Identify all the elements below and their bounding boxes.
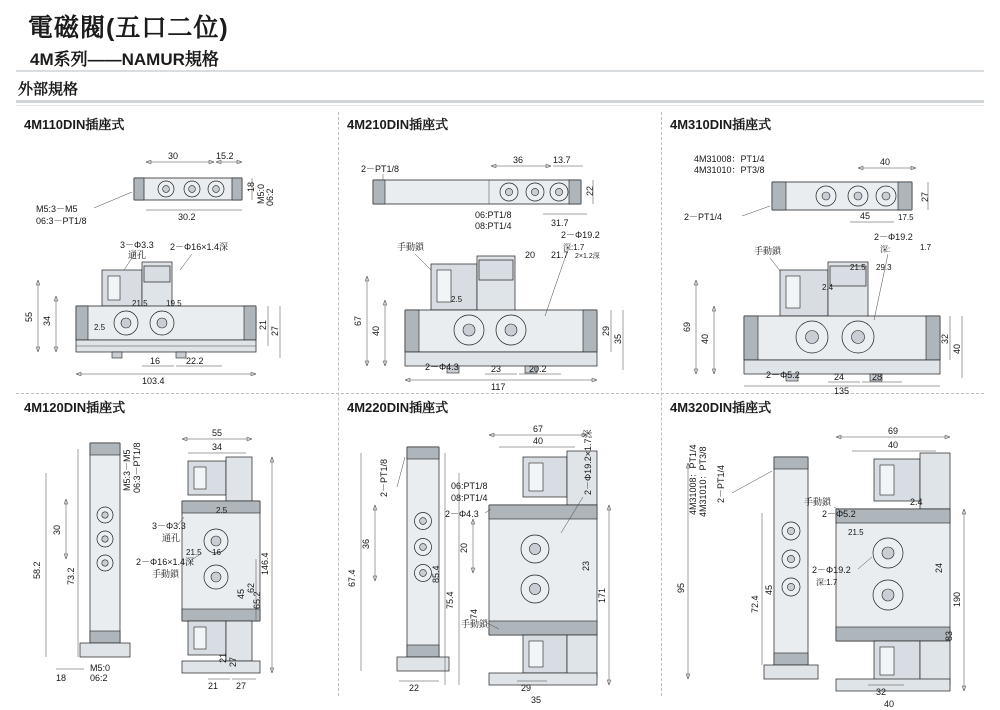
svg-text:72.4: 72.4: [750, 595, 760, 613]
svg-text:2－Φ19.2: 2－Φ19.2: [561, 230, 600, 240]
svg-text:23: 23: [581, 560, 591, 571]
svg-text:20.2: 20.2: [529, 364, 547, 374]
drawing-grid: [16, 112, 984, 709]
page-title: 電磁閥(五口二位): [28, 14, 229, 42]
svg-text:40: 40: [371, 325, 381, 336]
divider-section-thin: [16, 105, 984, 106]
svg-text:手動鎖: 手動鎖: [804, 497, 832, 507]
svg-text:29: 29: [601, 325, 611, 336]
svg-text:65.2: 65.2: [252, 591, 262, 609]
svg-text:75.4: 75.4: [445, 591, 455, 609]
svg-text:30: 30: [168, 151, 179, 161]
svg-text:83: 83: [944, 630, 954, 641]
svg-text:29.3: 29.3: [876, 263, 892, 272]
svg-text:06:PT1/8: 06:PT1/8: [475, 210, 512, 220]
svg-text:3－Φ3.3: 3－Φ3.3: [120, 240, 154, 250]
drawing-4m120: [16, 413, 338, 695]
svg-text:20: 20: [525, 250, 536, 260]
svg-text:06:2: 06:2: [265, 188, 275, 206]
svg-text:2.5: 2.5: [451, 295, 463, 304]
svg-text:2－Φ4.3: 2－Φ4.3: [425, 362, 459, 372]
svg-text:19.5: 19.5: [166, 299, 182, 308]
svg-text:21.7: 21.7: [551, 250, 569, 260]
svg-text:135: 135: [834, 386, 850, 396]
svg-text:31.7: 31.7: [551, 218, 569, 228]
svg-text:手動鎖: 手動鎖: [397, 242, 425, 252]
svg-text:95: 95: [676, 582, 686, 593]
drawing-4m310: [662, 130, 984, 396]
svg-text:74: 74: [469, 608, 479, 619]
svg-text:30.2: 30.2: [178, 212, 196, 222]
svg-text:27: 27: [270, 325, 280, 336]
svg-text:45: 45: [764, 584, 774, 595]
drawing-4m210: [339, 130, 661, 392]
svg-text:146.4: 146.4: [260, 552, 270, 575]
svg-text:32: 32: [876, 687, 887, 697]
svg-text:67: 67: [353, 315, 363, 326]
svg-text:深:: 深:: [880, 245, 891, 254]
svg-text:08:PT1/4: 08:PT1/4: [475, 221, 512, 231]
svg-text:45: 45: [860, 211, 871, 221]
svg-text:深:1.7: 深:1.7: [563, 243, 585, 252]
svg-text:通孔: 通孔: [128, 250, 147, 260]
svg-text:2.4: 2.4: [822, 283, 834, 292]
svg-text:40: 40: [533, 436, 544, 446]
svg-text:32: 32: [940, 333, 950, 344]
svg-text:2.5: 2.5: [216, 506, 228, 515]
svg-text:4M31008：PT1/4: 4M31008：PT1/4: [694, 154, 765, 164]
svg-text:M5:0: M5:0: [90, 663, 111, 673]
svg-text:22: 22: [409, 683, 420, 693]
svg-text:103.4: 103.4: [142, 376, 165, 386]
svg-text:17.5: 17.5: [898, 213, 914, 222]
svg-text:4M31010：PT3/8: 4M31010：PT3/8: [698, 446, 708, 517]
svg-text:2－Φ19.2: 2－Φ19.2: [812, 565, 851, 575]
svg-text:35: 35: [613, 333, 623, 344]
svg-text:23: 23: [491, 364, 502, 374]
svg-text:2－Φ16×1.4深: 2－Φ16×1.4深: [136, 557, 194, 567]
svg-text:16: 16: [150, 356, 161, 366]
svg-text:36: 36: [513, 155, 524, 165]
svg-text:2×1.2深: 2×1.2深: [575, 253, 600, 260]
svg-text:27: 27: [920, 191, 930, 202]
svg-text:40: 40: [952, 343, 962, 354]
svg-text:M5:3－M5: M5:3－M5: [122, 449, 132, 491]
svg-text:2.4: 2.4: [910, 497, 923, 507]
svg-text:手動鎖: 手動鎖: [461, 619, 489, 629]
cell-title-4m120: 4M120DIN插座式: [24, 400, 126, 415]
divider-top: [16, 70, 984, 72]
drawing-cell-4m210: [339, 112, 661, 392]
drawing-cell-4m320: [662, 395, 984, 709]
drawing-cell-4m310: [662, 112, 984, 396]
svg-text:1.7: 1.7: [920, 243, 932, 252]
svg-text:45: 45: [236, 588, 246, 599]
svg-text:21: 21: [258, 319, 268, 330]
svg-text:190: 190: [952, 591, 962, 607]
cell-title-4m310: 4M310DIN插座式: [670, 117, 772, 132]
svg-text:2－PT1/8: 2－PT1/8: [379, 458, 389, 497]
cell-title-4m220: 4M220DIN插座式: [347, 400, 449, 415]
svg-text:手動鎖: 手動鎖: [152, 569, 180, 579]
drawing-cell-4m110: [16, 112, 338, 392]
svg-text:27: 27: [236, 681, 247, 691]
svg-text:深:1.7: 深:1.7: [816, 578, 838, 587]
svg-text:06:3－PT1/8: 06:3－PT1/8: [132, 442, 142, 493]
svg-text:M5:3－M5: M5:3－M5: [36, 204, 78, 214]
svg-text:85.4: 85.4: [431, 565, 441, 583]
svg-text:2－Φ19.2: 2－Φ19.2: [874, 232, 913, 242]
drawing-4m220: [339, 413, 661, 705]
svg-text:69: 69: [888, 426, 899, 436]
cell-title-4m210: 4M210DIN插座式: [347, 117, 449, 132]
svg-text:67: 67: [533, 424, 544, 434]
drawing-cell-4m220: [339, 395, 661, 705]
svg-text:2－PT1/8: 2－PT1/8: [361, 164, 400, 174]
svg-text:40: 40: [700, 333, 710, 344]
svg-text:M5:0: M5:0: [256, 183, 266, 204]
svg-text:30: 30: [52, 524, 62, 535]
svg-text:通孔: 通孔: [162, 533, 181, 543]
svg-text:73.2: 73.2: [66, 567, 76, 585]
svg-text:40: 40: [884, 699, 895, 709]
svg-text:4M31010：PT3/8: 4M31010：PT3/8: [694, 165, 765, 175]
svg-text:24: 24: [934, 562, 944, 573]
svg-text:16: 16: [212, 548, 221, 557]
svg-text:21.5: 21.5: [186, 548, 202, 557]
svg-text:69: 69: [682, 321, 692, 332]
svg-text:15.2: 15.2: [216, 151, 234, 161]
svg-text:29: 29: [521, 683, 532, 693]
svg-text:18: 18: [246, 181, 256, 192]
svg-text:27: 27: [228, 656, 238, 667]
svg-text:4M31008：PT1/4: 4M31008：PT1/4: [688, 444, 698, 515]
svg-text:21: 21: [208, 681, 219, 691]
svg-text:2.5: 2.5: [94, 323, 106, 332]
svg-text:手動鎖: 手動鎖: [754, 246, 782, 256]
page-subtitle: 4M系列——NAMUR規格: [30, 50, 219, 69]
svg-text:2－Φ16×1.4深: 2－Φ16×1.4深: [170, 242, 228, 252]
section-heading: 外部規格: [18, 81, 79, 98]
svg-text:2－Φ4.3: 2－Φ4.3: [445, 509, 479, 519]
svg-text:36: 36: [361, 538, 371, 549]
svg-text:20: 20: [459, 542, 469, 553]
svg-text:21: 21: [218, 652, 228, 663]
svg-text:67.4: 67.4: [347, 569, 357, 587]
svg-text:21.5: 21.5: [850, 263, 866, 272]
svg-text:40: 40: [880, 157, 891, 167]
svg-text:08:PT1/4: 08:PT1/4: [451, 493, 488, 503]
svg-text:22: 22: [585, 185, 595, 196]
svg-text:2－Φ19.2×1.7深: 2－Φ19.2×1.7深: [583, 429, 593, 495]
svg-text:2－Φ5.2: 2－Φ5.2: [822, 509, 856, 519]
drawing-cell-4m120: [16, 395, 338, 695]
svg-text:22.2: 22.2: [186, 356, 204, 366]
svg-text:34: 34: [212, 442, 223, 452]
drawing-4m320: [662, 413, 984, 709]
drawing-4m110: [16, 130, 338, 392]
svg-text:24: 24: [834, 372, 845, 382]
svg-text:06:2: 06:2: [90, 673, 108, 683]
svg-text:117: 117: [491, 382, 506, 392]
svg-text:62: 62: [246, 582, 256, 593]
svg-text:40: 40: [888, 440, 899, 450]
svg-text:21.5: 21.5: [132, 299, 148, 308]
svg-text:3－Φ3.3: 3－Φ3.3: [152, 521, 186, 531]
svg-text:58.2: 58.2: [32, 561, 42, 579]
svg-text:171: 171: [597, 587, 607, 603]
svg-text:55: 55: [212, 428, 223, 438]
svg-text:34: 34: [42, 315, 52, 326]
svg-text:2－Φ5.2: 2－Φ5.2: [766, 370, 800, 380]
svg-text:13.7: 13.7: [553, 155, 571, 165]
svg-text:2－PT1/4: 2－PT1/4: [684, 212, 723, 222]
cell-title-4m110: 4M110DIN插座式: [24, 117, 125, 132]
svg-text:55: 55: [24, 311, 34, 322]
svg-text:18: 18: [56, 673, 67, 683]
svg-text:06:PT1/8: 06:PT1/8: [451, 481, 488, 491]
svg-text:2－PT1/4: 2－PT1/4: [716, 464, 726, 503]
svg-text:06:3－PT1/8: 06:3－PT1/8: [36, 216, 87, 226]
svg-text:35: 35: [531, 695, 542, 705]
svg-text:21.5: 21.5: [848, 528, 864, 537]
divider-section: [16, 100, 984, 103]
cell-title-4m320: 4M320DIN插座式: [670, 400, 772, 415]
svg-text:28: 28: [872, 372, 883, 382]
